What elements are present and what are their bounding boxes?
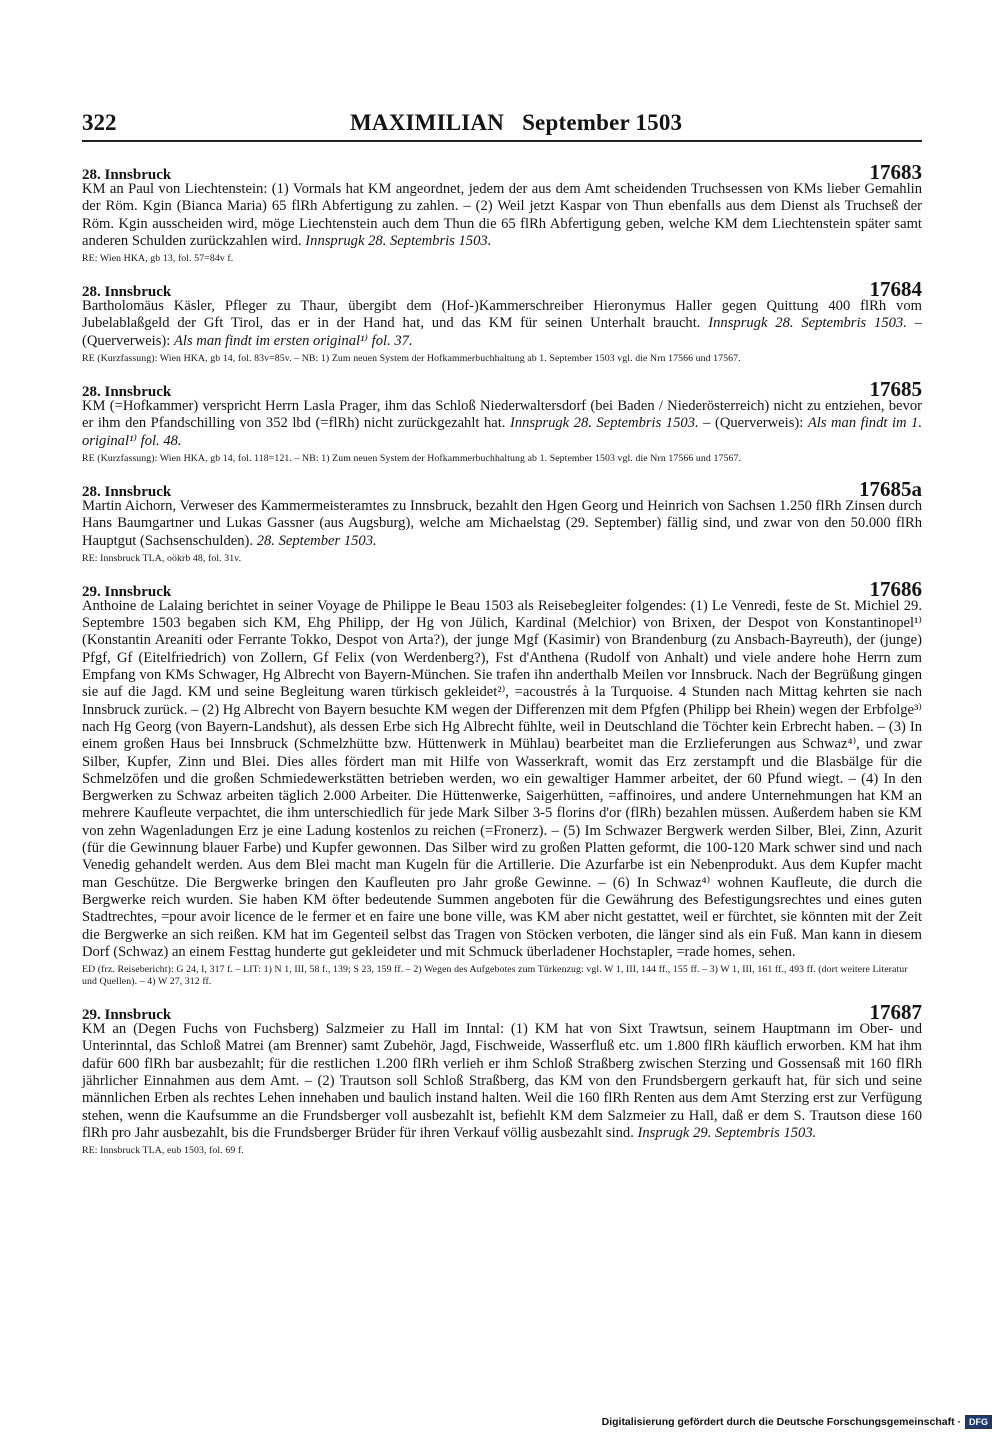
entry-place: 29. Innsbruck [82, 1007, 172, 1024]
entry [82, 377, 922, 465]
entry-date: Insprugk 29. Septembris 1503. [637, 1124, 817, 1141]
entry [82, 277, 922, 365]
dfg-logo-icon: DFG [965, 1415, 992, 1429]
entry-place: 28. Innsbruck [82, 284, 172, 301]
entry-heading [82, 576, 922, 601]
entry-source: RE: Innsbruck TLA, oökrb 48, fol. 31v. [82, 552, 242, 564]
running-title-name: MAXIMILIAN [350, 110, 505, 135]
document-page [82, 108, 923, 1157]
entry [82, 160, 922, 265]
entry-heading [82, 1000, 922, 1025]
entry-heading [82, 377, 922, 402]
entry-text: KM an Paul von Liechtenstein: (1) Vormals hat KM angeordnet, jedem der aus dem Amt scheidenden Truchsessen von KMs lieber Gemahlin der Röm. Kgin (Bianca Maria) 65 flRh Abfertigung zu zahlen. – (2) Weil jetzt Kaspar von Thun ebenfalls aus dem Dienst als Truchseß der Röm. Kgin ausscheiden wird, möge Liechtenstein auch dem Thun die 65 flRh Abfertigung geben, welche KM dem Liechtenstein später samt anderen Schulden zurückzahlen wird. [82, 181, 922, 249]
entry-place: 28. Innsbruck [82, 483, 172, 500]
entry-crossref-label: – (Querverweis): [82, 315, 922, 349]
funding-footer [602, 1415, 992, 1429]
entry-body [82, 598, 922, 961]
entry-body [82, 298, 922, 350]
entry-crossref: Als man findt im 1. original¹⁾ fol. 48. [82, 415, 923, 449]
entry-source: RE: Wien HKA, gb 13, fol. 57=84v f. [82, 253, 234, 265]
entry-text: Bartholomäus Käsler, Pfleger zu Thaur, übergibt dem (Hof-)Kammerschreiber Hieronymus Haller gegen Quittung 400 flRh vom Jubelablaßgeld der Gft Tirol, das er in der Hand hat, und das KM für seinen Unterhalt braucht. [82, 298, 922, 332]
entry-date: 28. September 1503. [256, 532, 377, 549]
entries-list [82, 160, 922, 1169]
entry-heading [82, 160, 922, 184]
entry-heading [82, 277, 922, 302]
entry-date: Innsprugk 28. Septembris 1503. [305, 232, 492, 249]
entry-text: KM an (Degen Fuchs von Fuchsberg) Salzmeier zu Hall im Inntal: (1) KM hat von Sixt Trawtsun, seinem Hauptmann im Ober- und Unterinntal, das Schloß Matrei (am Brenner) samt Zubehör, Jagd, Fischweide, Wasserfluß etc. um 1.800 flRh käuflich erworben. KM hat ihm dafür 600 flRh bar ausbezahlt; für die restlichen 1.200 flRh verlieh er ihm Schloß Straßberg zwischen Sterzing und Gossensaß mit 160 flRh jährlicher Einnahmen aus dem Amt. – (2) Trautson soll Schloß Straßberg, das KM von den Frundsbergern gerkauft hat, für sich und seine männlichen Erben als rechtes Lehen innehaben und baulich instand halten. Weil die 160 flRh Renten aus dem Amt Sterzing erst zur Verfügung stehen, wenn die Kaufsumme an die Frundsberger voll ausbezahlt ist, befiehlt KM dem Salzmeier zu Hall, daß er dem S. Trautson diese 160 flRh pro Jahr ausbezahlt, bis die Frundsberger Brüder für ihren Verkauf völlig ausbezahlt sind. [82, 1021, 922, 1141]
page-number: 322 [82, 110, 117, 135]
entry-date: Innsprugk 28. Septembris 1503. [708, 315, 907, 332]
entry-source: RE: Innsbruck TLA, eub 1503, fol. 69 f. [82, 1145, 244, 1157]
entry-date: Innsprugk 28. Septembris 1503. [509, 415, 699, 432]
entry-text: KM (=Hofkammer) verspricht Herrn Lasla Prager, ihm das Schloß Niederwaltersdorf (bei Baden / Niederösterreich) nicht zu entziehen, bevor er ihm den Pfandschilling von 352 lbd (=flRh) nicht zurückgezahlt hat. [82, 398, 922, 432]
entry [82, 577, 922, 988]
entry-source: RE (Kurzfassung): Wien HKA, gb 14, fol. 118=121. – NB: 1) Zum neuen System der Hofkammerbuchhaltung ab 1. September 1503 vgl. die Nrn 17566 und 17567. [82, 452, 741, 464]
entry-place: 28. Innsbruck [82, 167, 172, 183]
entry-number: 17685 [869, 377, 922, 402]
entry-number: 17686 [869, 576, 922, 601]
entry-body [82, 1021, 922, 1142]
entry-crossref: Als man findt im ersten original¹⁾ fol. 37. [173, 332, 413, 349]
entry-source: ED (frz. Reisebericht): G 24, I, 317 f. – LIT: 1) N 1, III, 58 f., 139; S 23, 159 ff. – 2) Wegen des Aufgebotes zum Türkenzug: vgl. W 1, III, 144 ff., 155 ff. – 3) W 1, III, 161 ff., 493 ff. (dort weitere Literatur und Quellen). – 4) W 27, 312 ff. [82, 964, 908, 988]
entry-body [82, 498, 922, 550]
entry-place: 29. Innsbruck [82, 583, 172, 600]
entry-text: Martin Aichorn, Verweser des Kammermeisteramtes zu Innsbruck, bezahlt den Hgen Georg und Heinrich von Sachsen 1.250 flRh Zinsen durch Hans Baumgartner und Lukas Gassner (aus Augsburg), welche am Michaelstag (29. September) fällig sind, und zwar von den 50.000 flRh Hauptgut (Sachsenschulden). [82, 497, 922, 549]
entry-crossref-label: – (Querverweis): [698, 415, 808, 432]
entry [82, 477, 922, 565]
entry-body [82, 398, 922, 450]
entry-heading [82, 476, 922, 501]
entry-number: 17687 [869, 1000, 922, 1025]
entry [82, 1000, 922, 1157]
entry-body [82, 181, 922, 250]
entry-source: RE (Kurzfassung): Wien HKA, gb 14, fol. 83v=85v. – NB: 1) Zum neuen System der Hofkammerbuchhaltung ab 1. September 1503 vgl. die Nrn 17566 und 17567. [82, 353, 741, 365]
entry-number: 17685a [859, 476, 922, 501]
entry-place: 28. Innsbruck [82, 384, 172, 401]
funding-note: Digitalisierung gefördert durch die Deutsche Forschungsgemeinschaft · [601, 1416, 961, 1428]
running-header [82, 108, 922, 142]
entry-text: Anthoine de Lalaing berichtet in seiner Voyage de Philippe le Beau 1503 als Reisebegleiter folgendes: (1) Le Venredi, feste de St. Michiel 29. Septembre 1503 begaben sich KM, Ehg Philipp, der Hg von Jülich, Kardinal (Melchior) von Brixen, der Despot von Konstantinopel¹⁾ (Konstantin Areaniti oder Ferrante Tokko, Despot von Arta?), der junge Mgf (Kasimir) von Brandenburg (zu Ansbach-Bayreuth), der (junge) Pfgf, Gf (Eitelfriedrich) von Zollern, Gf Felix (von Werdenberg?), Fst d'Anthena (Rudolf von Anhalt) und viele andere hohe Herrn zum Empfang von KMs Schwager, Hg Albrecht von Bayern-München. Sie trafen ihn anderthalb Meilen vor Innsbruck. Nach der Begrüßung gingen sie auf die Jagd. KM und seine Begleitung waren türkisch gekleidet²⁾, =acoustrés à la Turquoise. 4 Stunden nach Mittag kehrten sie nach Innsbruck zurück. – (2) Hg Albrecht von Bayern besuchte KM wegen der Differenzen mit dem Pfgfen (Philipp bei Rhein) wegen der Erbfolge³⁾ nach Hg Georg (von Bayern-Landshut), als dessen Erbe sich Hg Albrecht fühlte, weil in Deutschland die Töchter kein Erbrecht haben. – (3) In einem großen Haus bei Innsbruck (Schmelzhütte bzw. Hüttenwerk in Mühlau) bearbeitet man die Erzlieferungen aus Schwaz⁴⁾, und zwar Silber, Kupfer, Zinn und Blei. Dies alles fördert man mit Hilfe von Wasserkraft, womit das Erz zerstampft und die Blasbälge für die Schmelzöfen und die großen Schmiedewerkstätten betrieben werden, wo ein gewaltiger Hammer arbeitet, der 60 Pfund wiegt. – (4) In den Bergwerken zu Schwaz arbeiten täglich 2.000 Arbeiter. Die Hüttenwerke, Saigerhütten, =affinoires, und andere Unternehmungen hat KM an mehrere Kaufleute verpachtet, die ihm unterschiedlich für jede Mark Silber 3-5 florins d'or (flRh) bezahlen müssen. Außerdem haben sie KM von zehn Wagenladungen Erz je eine Ladung kostenlos zu reichen (=Fronerz). – (5) Im Schwazer Bergwerk werden Silber, Blei, Zinn, Azurit (für die Gewinnung blauer Farbe) und Kupfer gewonnen. Das Silber wird zu großen Platten geformt, die 100-120 Mark schwer sind und nach Venedig gehandelt werden. Aus dem Blei macht man Kugeln für die Artillerie. Die Azurfarbe ist ein Nebenprodukt. Aus dem Kupfer macht man Geschütze. Die Bergwerke bringen den Kaufleuten pro Jahr große Gewinne. – (6) In Schwaz⁴⁾ wohnen Kaufleute, die durch die Bergwerke reich wurden. Sie haben KM öfter bedeutende Summen angeboten für die Gewährung des Befestigungsrechtes und eines guten Stadtrechtes, =pour avoir licence de le fermer et en faire une bone ville, was KM aber nicht gestattet, weil er fürchtet, sie könnten mit der Zeit die Bergwerke an sich reißen. KM hat im Gegenteil selbst das Tragen von Stöcken verboten, die länger sind als ein Fuß. Man kann in diesem Dorf (Schwaz) an einem Festtag hunderte gut gekleideter und mit Schmuck überladener Hochstapler, =rade homes, sehen. [82, 597, 922, 960]
entry-number: 17684 [869, 277, 922, 302]
entry-number: 17683 [869, 160, 922, 184]
running-title-month: September 1503 [522, 110, 683, 135]
running-title [350, 110, 682, 136]
